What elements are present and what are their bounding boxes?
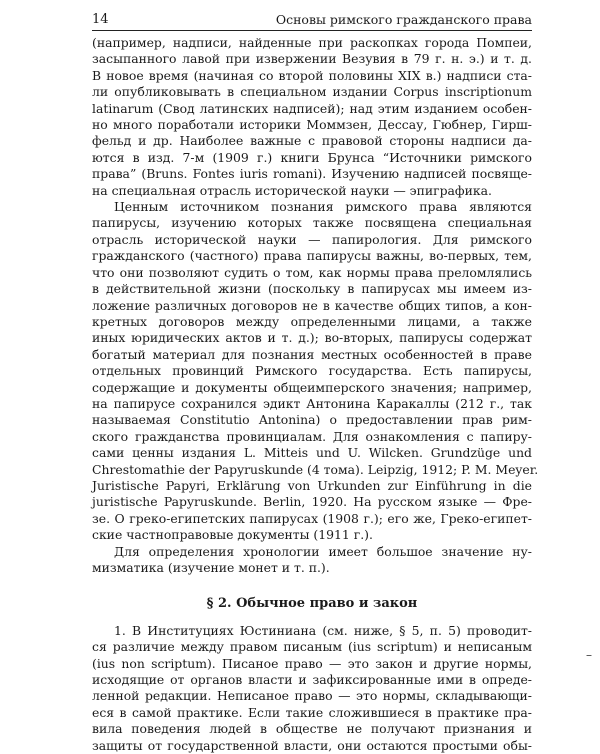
text-line: (например, надписи, найденные при раскопках города Помпеи, — [92, 35, 532, 50]
text-line: latinarum (Свод латинских надписей); над этим изданием особен- — [92, 100, 532, 116]
text-line: отрасль исторической науки — папирология. Для римского — [92, 231, 532, 247]
paragraph-custom-law — [92, 623, 532, 754]
paragraph-papyri — [92, 199, 539, 544]
text-line: отдельных провинций Римского государства. Есть папирусы, — [92, 363, 532, 379]
text-line: сами ценны издания L. Mitteis und U. Wilcken. Grundzüge und — [92, 445, 532, 461]
text-line: еся в самой практике. Если такие сложившиеся в практике пра- — [92, 704, 532, 720]
text-line: ского гражданства провинциалам. Для ознакомления с папиру- — [92, 428, 532, 444]
text-line: защиты от государственной власти, они остаются простыми обы- — [92, 737, 532, 753]
book-page — [92, 12, 539, 754]
running-header — [92, 12, 532, 31]
text-line: мизматика (изучение монет и т. п.). — [92, 560, 330, 575]
text-line: содержащие и документы общеимперского значения; например, — [92, 379, 532, 395]
page-number: 14 — [92, 12, 109, 27]
text-line: папирусы, изучению которых также посвящена специальная — [92, 215, 532, 231]
text-line: ли опубликовывать в специальном издании Corpus inscriptionum — [92, 84, 532, 100]
text-line: в действительной жизни (поскольку в папирусах мы имеем из- — [92, 281, 532, 297]
text-line: вила поведения людей в обществе не получают признания и — [92, 721, 532, 737]
section-heading: § 2. Обычное право и закон — [206, 596, 418, 612]
text-line: зе. О греко-египетских папирусах (1908 г.); его же, Греко-египет- — [92, 510, 532, 526]
paragraph-inscriptions — [92, 35, 532, 199]
text-line: исходящие от органов власти и зафиксированные ими в опреде- — [92, 672, 532, 688]
text-line: Ценным источником познания римского права являются — [114, 199, 532, 215]
text-line: Juristische Papyri, Erklärung von Urkunden zur Einführung in die — [92, 477, 532, 493]
text-line: гражданского (частного) права папирусы важны, во-первых, тем, — [92, 248, 532, 264]
text-line: ся различие между правом писаным (ius scriptum) и неписаным — [92, 639, 532, 655]
text-line: Для определения хронологии имеет большое значение ну- — [114, 543, 532, 559]
text-line: на специальная отрасль исторической науки — эпиграфика. — [92, 182, 492, 198]
text-line: (ius non scriptum). Писаное право — это закон и другие нормы, — [92, 655, 532, 671]
text-line: права” (Bruns. Fontes iuris romani). Изучению надписей посвяще- — [92, 166, 532, 182]
text-line: ленной редакции. Неписаное право — это нормы, складывающи- — [92, 688, 532, 704]
text-line: богатый материал для познания местных особенностей в праве — [92, 346, 532, 362]
text-line: что они позволяют судить о том, как нормы права преломлялись — [92, 264, 532, 280]
text-line: ются в изд. 7-м (1909 г.) книги Брунса “Источники римского — [92, 149, 532, 165]
text-line: В новое время (начиная со второй половины XIX в.) надписи ста- — [92, 67, 532, 83]
text-line: иных юридических актов и т. д.); во-вторых, папирусы содержат — [92, 330, 532, 346]
running-title: Основы римского гражданского права — [275, 12, 532, 27]
text-line: ские частноправовые документы (1911 г.). — [92, 527, 373, 543]
margin-mark: – — [586, 648, 592, 662]
text-line: засыпанного лавой при извержении Везувия в 79 г. н. э.) и т. д. — [92, 51, 532, 67]
paragraph-numismatics — [92, 544, 532, 577]
text-line: 1. В Институциях Юстиниана (см. ниже, § 5, п. 5) проводит- — [114, 622, 532, 638]
text-line: но много поработали историки Моммзен, Дессау, Гюбнер, Гирш- — [92, 117, 532, 133]
text-line: называемая Constitutio Antonina) о предоставлении прав рим- — [92, 412, 532, 428]
text-line: juristische Papyruskunde. Berlin, 1920. На русском языке — Фре- — [92, 494, 532, 510]
text-line: Chrestomathie der Papyruskunde (4 тома). Leipzig, 1912; P. M. Meyer. — [92, 461, 539, 477]
text-line: ложение различных договоров не в качестве общих типов, а кон- — [92, 297, 532, 313]
text-line: на папирусе сохранился эдикт Антонина Каракаллы (212 г., так — [92, 395, 532, 411]
text-line: кретных договоров между определенными лицами, а также — [92, 313, 532, 329]
text-line: фельд и др. Наиболее важные с правовой стороны надписи да- — [92, 133, 532, 149]
body-text — [92, 35, 539, 754]
